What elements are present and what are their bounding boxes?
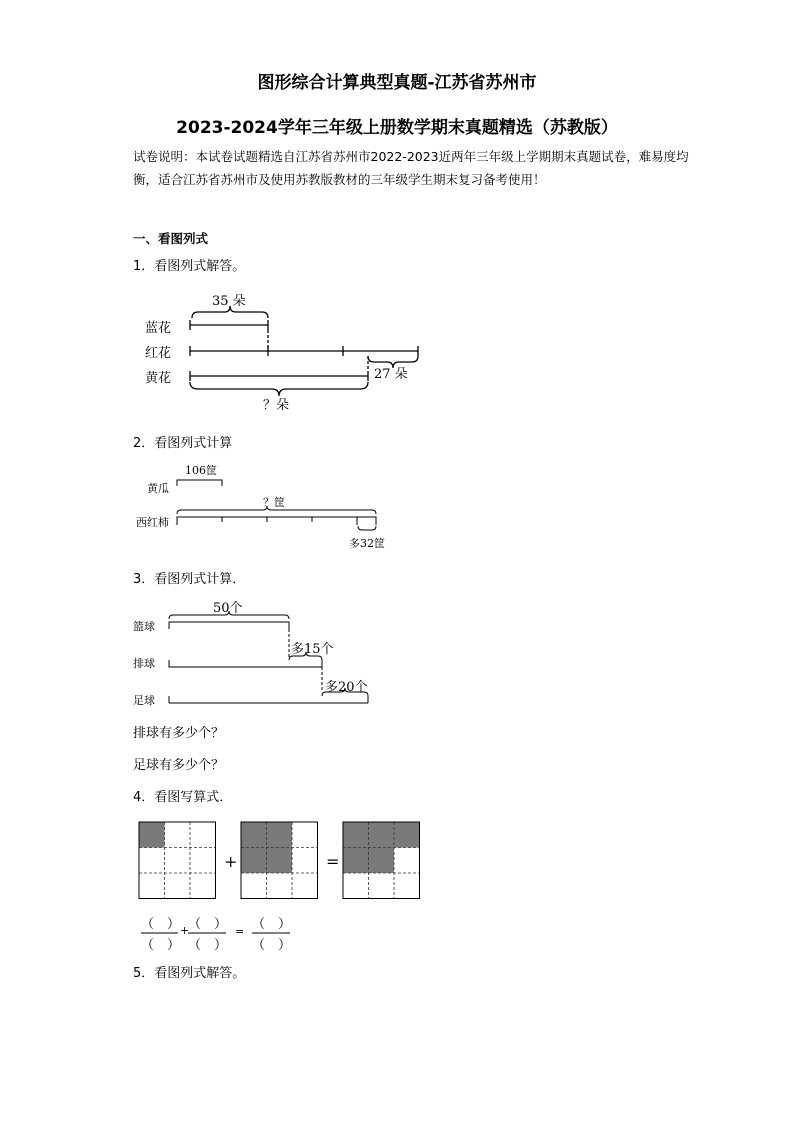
page-subtitle: 2023-2024学年三年级上册数学期末真题精选（苏教版） [176,118,618,138]
q3-row-label-volleyball: 排球 [133,657,155,670]
q2-row-label-tomato: 西红柿 [136,516,169,529]
q1-row-label-red: 红花 [145,346,172,361]
q3-ask-volleyball: 排球有多少个？ [133,726,225,741]
question-3-text: 3．看图列式计算． [133,572,246,587]
q1-right-label: 27 朵 [374,367,408,382]
page-title: 图形综合计算典型真题-江苏省苏州市 [257,73,537,93]
q3-label-volleyball-extra: 多15个 [291,642,334,657]
q3-row-label-basketball: 篮球 [133,620,155,633]
q1-row-label-blue: 蓝花 [145,321,172,336]
fraction-1-numerator[interactable]: （ ） [141,917,181,932]
q1-bottom-label: ？朵 [263,398,290,413]
q1-row-label-yellow: 黄花 [145,371,172,386]
question-2-text: 2．看图列式计算 [133,436,233,451]
q2-right-label: 多32筐 [349,537,385,550]
fraction-2-numerator[interactable]: （ ） [188,917,228,932]
fraction-1-denominator[interactable]: （ ） [141,938,181,953]
q3-label-football-extra: 多20个 [325,680,368,695]
q4-equals-sign: = [326,852,340,871]
intro-text: 试卷说明：本试卷试题精选自江苏省苏州市2022-2023近两年三年级上学期期末真题试卷，难易度均衡，适合江苏省苏州市及使用苏教版教材的三年级学生期末复习备考使用！ [133,149,689,187]
q1-top-label: 35 朵 [212,294,246,309]
question-4-text: 4．看图写算式． [133,790,233,805]
fraction-2-denominator[interactable]: （ ） [188,938,228,953]
fraction-3-denominator[interactable]: （ ） [252,938,292,953]
q3-row-label-football: 足球 [133,694,155,707]
fraction-equals-sign: = [235,925,245,938]
q2-mid-label: ？筐 [263,496,285,509]
q2-row-label-cucumber: 黄瓜 [147,482,169,495]
question-5-text: 5．看图列式解答。 [133,966,246,981]
q4-plus-sign: + [224,852,238,871]
fraction-3-numerator[interactable]: （ ） [252,917,292,932]
q2-top-label: 106筐 [185,464,217,477]
section-heading: 一、看图列式 [133,231,209,246]
q3-ask-football: 足球有多少个？ [133,758,225,773]
fraction-plus-sign: + [180,924,190,937]
q3-top-label: 50个 [213,601,243,616]
question-1-text: 1．看图列式解答。 [133,259,246,274]
